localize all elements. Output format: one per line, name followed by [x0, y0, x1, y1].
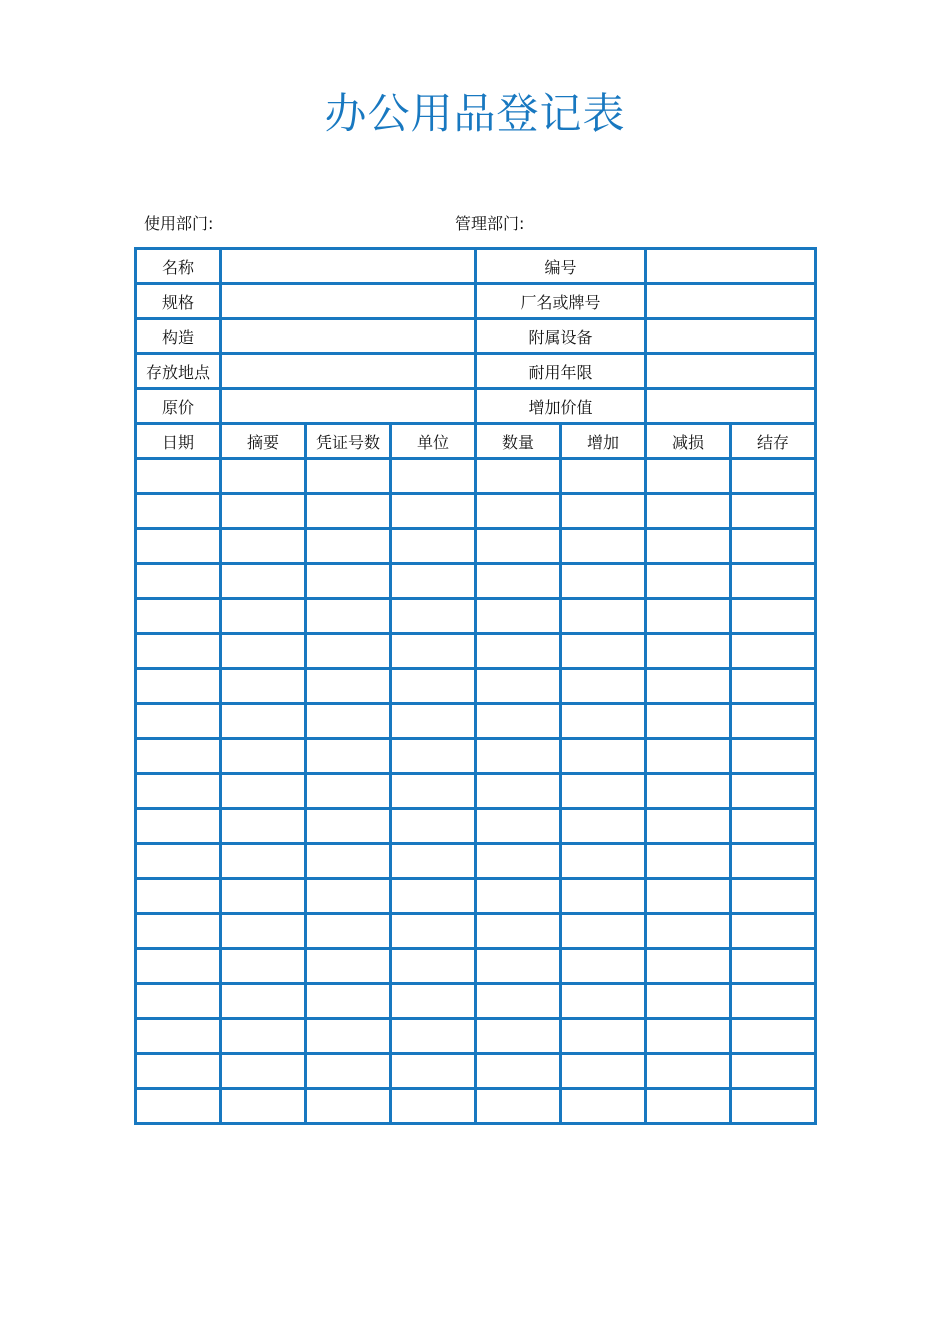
- ledger-cell[interactable]: [136, 669, 221, 704]
- ledger-cell[interactable]: [221, 774, 306, 809]
- ledger-cell[interactable]: [561, 529, 646, 564]
- ledger-cell[interactable]: [561, 774, 646, 809]
- ledger-cell[interactable]: [476, 1054, 561, 1089]
- ledger-cell[interactable]: [731, 984, 816, 1019]
- ledger-row: [136, 1019, 816, 1054]
- ledger-cell[interactable]: [391, 1019, 476, 1054]
- info-right-label: 增加价值: [476, 389, 646, 424]
- ledger-cell[interactable]: [391, 949, 476, 984]
- info-right-value[interactable]: [646, 354, 816, 389]
- ledger-header-row: [136, 424, 816, 459]
- managing-department: [455, 212, 650, 236]
- ledger-row: [136, 774, 816, 809]
- ledger-cell[interactable]: [561, 739, 646, 774]
- ledger-cell[interactable]: [221, 809, 306, 844]
- ledger-cell[interactable]: [136, 914, 221, 949]
- ledger-section: [136, 424, 816, 1124]
- item-info-section: [136, 249, 816, 424]
- ledger-cell[interactable]: [221, 669, 306, 704]
- ledger-cell[interactable]: [731, 1019, 816, 1054]
- ledger-cell[interactable]: [731, 1089, 816, 1124]
- info-left-label: 规格: [136, 284, 221, 319]
- info-left-value[interactable]: [221, 319, 476, 354]
- ledger-cell[interactable]: [731, 494, 816, 529]
- ledger-cell[interactable]: [391, 564, 476, 599]
- ledger-cell[interactable]: [561, 844, 646, 879]
- ledger-row: [136, 949, 816, 984]
- ledger-cell[interactable]: [391, 774, 476, 809]
- ledger-cell[interactable]: [221, 1054, 306, 1089]
- ledger-cell[interactable]: [306, 529, 391, 564]
- ledger-cell[interactable]: [306, 809, 391, 844]
- ledger-cell[interactable]: [731, 774, 816, 809]
- info-right-label: 厂名或牌号: [476, 284, 646, 319]
- info-right-value[interactable]: [646, 319, 816, 354]
- info-left-value[interactable]: [221, 354, 476, 389]
- ledger-cell[interactable]: [646, 949, 731, 984]
- ledger-cell[interactable]: [391, 669, 476, 704]
- ledger-cell[interactable]: [561, 809, 646, 844]
- ledger-cell[interactable]: [731, 599, 816, 634]
- ledger-cell[interactable]: [136, 459, 221, 494]
- ledger-cell[interactable]: [646, 739, 731, 774]
- ledger-cell[interactable]: [221, 494, 306, 529]
- ledger-cell[interactable]: [561, 984, 646, 1019]
- ledger-cell[interactable]: [221, 844, 306, 879]
- info-right-value[interactable]: [646, 249, 816, 284]
- ledger-cell[interactable]: [221, 599, 306, 634]
- ledger-cell[interactable]: [561, 1054, 646, 1089]
- ledger-cell[interactable]: [136, 599, 221, 634]
- ledger-cell[interactable]: [221, 1089, 306, 1124]
- ledger-cell[interactable]: [476, 809, 561, 844]
- ledger-row: [136, 984, 816, 1019]
- ledger-cell[interactable]: [221, 949, 306, 984]
- info-left-label: 原价: [136, 389, 221, 424]
- ledger-cell[interactable]: [391, 809, 476, 844]
- ledger-cell[interactable]: [136, 809, 221, 844]
- ledger-cell[interactable]: [561, 459, 646, 494]
- ledger-cell[interactable]: [306, 879, 391, 914]
- ledger-cell[interactable]: [476, 739, 561, 774]
- ledger-cell[interactable]: [306, 494, 391, 529]
- ledger-cell[interactable]: [731, 529, 816, 564]
- ledger-cell[interactable]: [136, 634, 221, 669]
- ledger-cell[interactable]: [306, 949, 391, 984]
- ledger-cell[interactable]: [221, 564, 306, 599]
- ledger-cell[interactable]: [476, 704, 561, 739]
- ledger-cell[interactable]: [391, 599, 476, 634]
- ledger-cell[interactable]: [646, 494, 731, 529]
- ledger-row: [136, 704, 816, 739]
- ledger-row: [136, 634, 816, 669]
- info-left-label: 名称: [136, 249, 221, 284]
- ledger-cell[interactable]: [136, 564, 221, 599]
- info-right-label: 耐用年限: [476, 354, 646, 389]
- info-row: [136, 284, 816, 319]
- ledger-cell[interactable]: [306, 599, 391, 634]
- ledger-cell[interactable]: [476, 914, 561, 949]
- ledger-cell[interactable]: [136, 494, 221, 529]
- ledger-cell[interactable]: [476, 564, 561, 599]
- ledger-row: [136, 564, 816, 599]
- ledger-cell[interactable]: [646, 879, 731, 914]
- ledger-cell[interactable]: [476, 599, 561, 634]
- ledger-row: [136, 809, 816, 844]
- using-department: [144, 212, 339, 236]
- info-row: [136, 354, 816, 389]
- ledger-cell[interactable]: [646, 1054, 731, 1089]
- ledger-cell[interactable]: [561, 599, 646, 634]
- ledger-cell[interactable]: [731, 739, 816, 774]
- ledger-cell[interactable]: [561, 494, 646, 529]
- ledger-column-header: 凭证号数: [306, 424, 391, 459]
- ledger-cell[interactable]: [306, 564, 391, 599]
- info-left-value[interactable]: [221, 284, 476, 319]
- ledger-cell[interactable]: [561, 669, 646, 704]
- ledger-cell[interactable]: [221, 1019, 306, 1054]
- ledger-cell[interactable]: [306, 914, 391, 949]
- ledger-cell[interactable]: [731, 949, 816, 984]
- ledger-cell[interactable]: [391, 634, 476, 669]
- ledger-cell[interactable]: [306, 1054, 391, 1089]
- ledger-cell[interactable]: [391, 879, 476, 914]
- ledger-cell[interactable]: [476, 459, 561, 494]
- ledger-cell[interactable]: [476, 984, 561, 1019]
- ledger-cell[interactable]: [306, 1019, 391, 1054]
- ledger-cell[interactable]: [731, 459, 816, 494]
- ledger-cell[interactable]: [306, 774, 391, 809]
- ledger-cell[interactable]: [221, 529, 306, 564]
- ledger-cell[interactable]: [221, 984, 306, 1019]
- ledger-column-header: 结存: [731, 424, 816, 459]
- ledger-row: [136, 879, 816, 914]
- ledger-cell[interactable]: [136, 984, 221, 1019]
- info-left-value[interactable]: [221, 389, 476, 424]
- ledger-cell[interactable]: [561, 634, 646, 669]
- using-department-label: 使用部门:: [144, 214, 214, 233]
- info-right-label: 编号: [476, 249, 646, 284]
- ledger-cell[interactable]: [476, 1089, 561, 1124]
- ledger-cell[interactable]: [476, 529, 561, 564]
- ledger-cell[interactable]: [561, 879, 646, 914]
- ledger-column-header: 数量: [476, 424, 561, 459]
- ledger-cell[interactable]: [136, 1054, 221, 1089]
- ledger-cell[interactable]: [391, 1054, 476, 1089]
- ledger-cell[interactable]: [136, 529, 221, 564]
- ledger-cell[interactable]: [476, 844, 561, 879]
- ledger-cell[interactable]: [391, 704, 476, 739]
- info-left-value[interactable]: [221, 249, 476, 284]
- ledger-cell[interactable]: [136, 1089, 221, 1124]
- ledger-cell[interactable]: [646, 1019, 731, 1054]
- ledger-cell[interactable]: [391, 494, 476, 529]
- ledger-cell[interactable]: [136, 949, 221, 984]
- ledger-row: [136, 1054, 816, 1089]
- ledger-cell[interactable]: [561, 1089, 646, 1124]
- ledger-row: [136, 1089, 816, 1124]
- ledger-cell[interactable]: [646, 1089, 731, 1124]
- ledger-column-header: 减损: [646, 424, 731, 459]
- ledger-cell[interactable]: [476, 634, 561, 669]
- ledger-cell[interactable]: [476, 494, 561, 529]
- ledger-cell[interactable]: [306, 704, 391, 739]
- ledger-cell[interactable]: [476, 669, 561, 704]
- info-left-label: 存放地点: [136, 354, 221, 389]
- ledger-row: [136, 914, 816, 949]
- ledger-row: [136, 844, 816, 879]
- ledger-cell[interactable]: [476, 774, 561, 809]
- ledger-cell[interactable]: [731, 809, 816, 844]
- ledger-cell[interactable]: [136, 1019, 221, 1054]
- ledger-cell[interactable]: [731, 704, 816, 739]
- ledger-cell[interactable]: [731, 564, 816, 599]
- ledger-cell[interactable]: [561, 1019, 646, 1054]
- ledger-cell[interactable]: [136, 739, 221, 774]
- ledger-cell[interactable]: [391, 844, 476, 879]
- ledger-cell[interactable]: [646, 669, 731, 704]
- ledger-cell[interactable]: [306, 634, 391, 669]
- ledger-cell[interactable]: [306, 669, 391, 704]
- ledger-cell[interactable]: [306, 984, 391, 1019]
- ledger-cell[interactable]: [476, 1019, 561, 1054]
- ledger-row: [136, 669, 816, 704]
- ledger-cell[interactable]: [731, 669, 816, 704]
- ledger-cell[interactable]: [391, 914, 476, 949]
- ledger-cell[interactable]: [391, 984, 476, 1019]
- ledger-cell[interactable]: [391, 739, 476, 774]
- ledger-cell[interactable]: [306, 1089, 391, 1124]
- page-title: 办公用品登记表: [324, 89, 626, 138]
- ledger-column-header: 增加: [561, 424, 646, 459]
- ledger-cell[interactable]: [561, 914, 646, 949]
- info-left-label: 构造: [136, 319, 221, 354]
- ledger-cell[interactable]: [391, 459, 476, 494]
- ledger-cell[interactable]: [646, 774, 731, 809]
- ledger-cell[interactable]: [136, 879, 221, 914]
- ledger-row: [136, 529, 816, 564]
- ledger-cell[interactable]: [221, 459, 306, 494]
- ledger-column-header: 单位: [391, 424, 476, 459]
- info-row: [136, 389, 816, 424]
- ledger-cell[interactable]: [306, 459, 391, 494]
- ledger-row: [136, 494, 816, 529]
- info-right-value[interactable]: [646, 284, 816, 319]
- ledger-cell[interactable]: [221, 704, 306, 739]
- ledger-cell[interactable]: [646, 529, 731, 564]
- ledger-cell[interactable]: [646, 599, 731, 634]
- ledger-cell[interactable]: [646, 809, 731, 844]
- ledger-cell[interactable]: [646, 914, 731, 949]
- ledger-cell[interactable]: [306, 844, 391, 879]
- ledger-cell[interactable]: [476, 949, 561, 984]
- ledger-cell[interactable]: [391, 1089, 476, 1124]
- ledger-row: [136, 739, 816, 774]
- ledger-cell[interactable]: [476, 879, 561, 914]
- info-right-value[interactable]: [646, 389, 816, 424]
- info-right-label: 附属设备: [476, 319, 646, 354]
- ledger-cell[interactable]: [561, 564, 646, 599]
- ledger-cell[interactable]: [136, 844, 221, 879]
- info-row: [136, 249, 816, 284]
- info-row: [136, 319, 816, 354]
- ledger-column-header: 摘要: [221, 424, 306, 459]
- ledger-cell[interactable]: [391, 529, 476, 564]
- ledger-cell[interactable]: [646, 634, 731, 669]
- ledger-cell[interactable]: [221, 739, 306, 774]
- ledger-cell[interactable]: [646, 844, 731, 879]
- ledger-cell[interactable]: [221, 879, 306, 914]
- ledger-cell[interactable]: [136, 704, 221, 739]
- ledger-column-header: 日期: [136, 424, 221, 459]
- ledger-cell[interactable]: [731, 634, 816, 669]
- ledger-cell[interactable]: [221, 914, 306, 949]
- register-table: [134, 247, 817, 1125]
- ledger-cell[interactable]: [306, 739, 391, 774]
- ledger-cell[interactable]: [646, 564, 731, 599]
- ledger-cell[interactable]: [646, 984, 731, 1019]
- ledger-cell[interactable]: [646, 704, 731, 739]
- ledger-cell[interactable]: [731, 879, 816, 914]
- ledger-cell[interactable]: [646, 459, 731, 494]
- ledger-cell[interactable]: [136, 774, 221, 809]
- ledger-row: [136, 599, 816, 634]
- ledger-cell[interactable]: [221, 634, 306, 669]
- ledger-cell[interactable]: [731, 844, 816, 879]
- ledger-cell[interactable]: [561, 949, 646, 984]
- ledger-row: [136, 459, 816, 494]
- managing-department-label: 管理部门:: [455, 214, 525, 233]
- ledger-cell[interactable]: [731, 914, 816, 949]
- ledger-cell[interactable]: [561, 704, 646, 739]
- ledger-cell[interactable]: [731, 1054, 816, 1089]
